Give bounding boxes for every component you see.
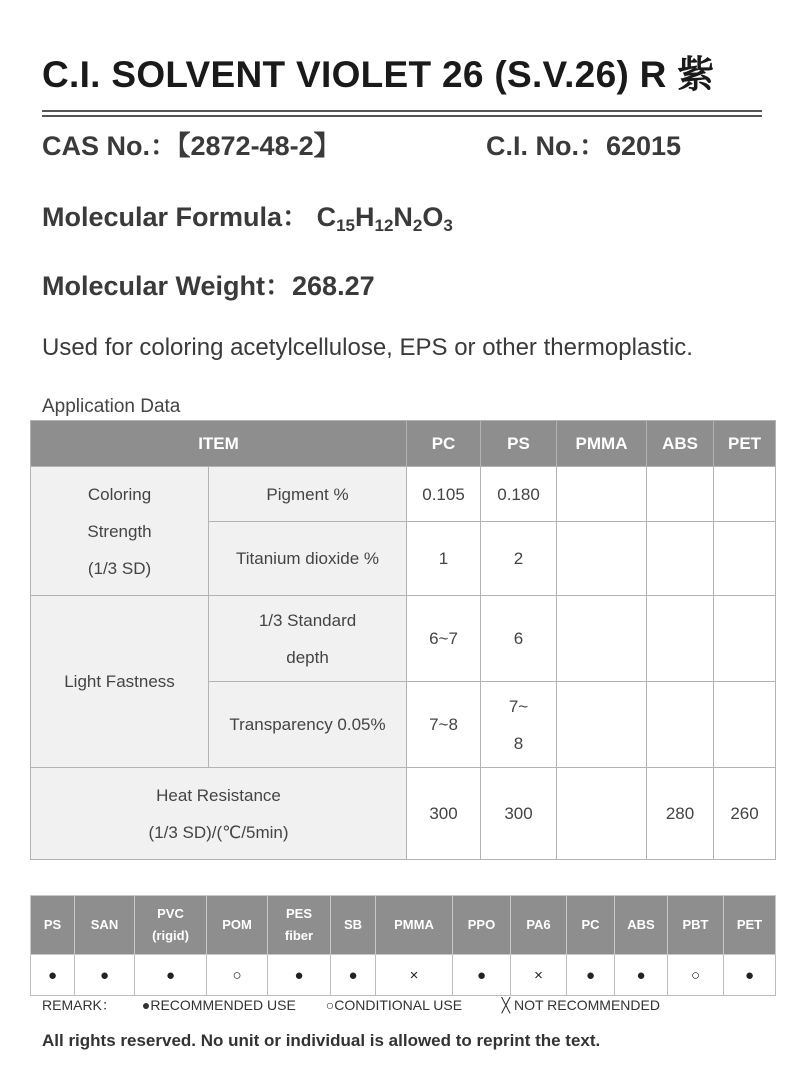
compat-header-row <box>31 896 776 955</box>
header-item: ITEM <box>31 421 407 467</box>
molecular-weight: Molecular Weight：268.27 <box>42 271 375 301</box>
pigment-pmma <box>557 467 647 522</box>
header-pet: PET <box>714 421 776 467</box>
compat-sb: ● <box>331 955 376 996</box>
compat-header-pom: POM <box>207 896 268 955</box>
remark-label: REMARK： <box>42 997 116 1013</box>
tio2-pmma <box>557 522 647 596</box>
compat-header-sb: SB <box>331 896 376 955</box>
std-ps: 6 <box>481 596 557 682</box>
compat-header-pes: PES fiber <box>268 896 331 955</box>
std-pc: 6~7 <box>407 596 481 682</box>
page-title: C.I. SOLVENT VIOLET 26 (S.V.26) R 紫 <box>42 54 715 95</box>
remark-conditional: ○CONDITIONAL USE <box>325 997 463 1013</box>
formula-label: Molecular Formula： <box>42 202 310 232</box>
remark-legend <box>42 995 660 1015</box>
compat-header-pc: PC <box>567 896 615 955</box>
heat-pmma <box>557 768 647 860</box>
light-fastness-label: Light Fastness <box>31 596 209 768</box>
formula-value: $C_{15}H_{12}N_2O_3$ <box>316 202 453 235</box>
compat-ps: ● <box>31 955 75 996</box>
pigment-pc: 0.105 <box>407 467 481 522</box>
std-pet <box>714 596 776 682</box>
trans-ps: 7~ 8 <box>481 682 557 768</box>
trans-pc: 7~8 <box>407 682 481 768</box>
compat-header-pet: PET <box>724 896 776 955</box>
application-data-caption: Application Data <box>42 396 181 417</box>
pigment-abs <box>647 467 714 522</box>
std-abs <box>647 596 714 682</box>
compat-pes: ● <box>268 955 331 996</box>
cas-number: CAS No.：【2872-48-2】 <box>42 131 341 161</box>
compat-header-san: SAN <box>75 896 135 955</box>
remark-recommended: ●RECOMMENDED USE <box>141 997 296 1013</box>
tio2-ps: 2 <box>481 522 557 596</box>
trans-pet <box>714 682 776 768</box>
pigment-pet <box>714 467 776 522</box>
rights-notice: All rights reserved. No unit or individual is allowed to reprint the text. <box>42 1031 601 1050</box>
compat-header-pbt: PBT <box>668 896 724 955</box>
tio2-pc: 1 <box>407 522 481 596</box>
table-row <box>31 768 776 860</box>
transparency-label: Transparency 0.05% <box>209 682 407 768</box>
compat-pvc: ● <box>135 955 207 996</box>
trans-abs <box>647 682 714 768</box>
table-row <box>31 467 776 522</box>
compat-header-ps: PS <box>31 896 75 955</box>
usage-description: Used for coloring acetylcellulose, EPS or other thermoplastic. <box>42 334 693 361</box>
compat-pmma: × <box>376 955 453 996</box>
tio2-abs <box>647 522 714 596</box>
coloring-strength-label: Coloring Strength (1/3 SD) <box>31 467 209 596</box>
header-pc: PC <box>407 421 481 467</box>
compat-pc: ● <box>567 955 615 996</box>
compat-ppo: ● <box>453 955 511 996</box>
application-data-table <box>30 420 776 860</box>
compat-pa6: × <box>511 955 567 996</box>
compat-pet: ● <box>724 955 776 996</box>
compatibility-table <box>30 895 776 996</box>
header-ps: PS <box>481 421 557 467</box>
heat-resistance-label: Heat Resistance (1/3 SD)/(℃/5min) <box>31 768 407 860</box>
compat-header-abs: ABS <box>615 896 668 955</box>
pigment-label: Pigment % <box>209 467 407 522</box>
compat-pbt: ○ <box>668 955 724 996</box>
table-row <box>31 596 776 682</box>
pigment-ps: 0.180 <box>481 467 557 522</box>
tio2-label: Titanium dioxide % <box>209 522 407 596</box>
compat-header-ppo: PPO <box>453 896 511 955</box>
heat-abs: 280 <box>647 768 714 860</box>
compat-abs: ● <box>615 955 668 996</box>
std-pmma <box>557 596 647 682</box>
compat-san: ● <box>75 955 135 996</box>
tio2-pet <box>714 522 776 596</box>
header-abs: ABS <box>647 421 714 467</box>
compat-values-row <box>31 955 776 996</box>
title-divider-bottom <box>42 115 762 117</box>
compat-pom: ○ <box>207 955 268 996</box>
standard-depth-label: 1/3 Standard depth <box>209 596 407 682</box>
molecular-formula <box>42 195 453 236</box>
compat-header-pmma: PMMA <box>376 896 453 955</box>
trans-pmma <box>557 682 647 768</box>
heat-ps: 300 <box>481 768 557 860</box>
compat-header-pa6: PA6 <box>511 896 567 955</box>
ci-number: C.I. No.：62015 <box>486 131 682 161</box>
heat-pc: 300 <box>407 768 481 860</box>
compat-header-pvc: PVC (rigid) <box>135 896 207 955</box>
title-divider-top <box>42 110 762 112</box>
table-header-row <box>31 421 776 467</box>
heat-pet: 260 <box>714 768 776 860</box>
header-pmma: PMMA <box>557 421 647 467</box>
remark-not-recommended: ╳ NOT RECOMMENDED <box>501 997 660 1013</box>
